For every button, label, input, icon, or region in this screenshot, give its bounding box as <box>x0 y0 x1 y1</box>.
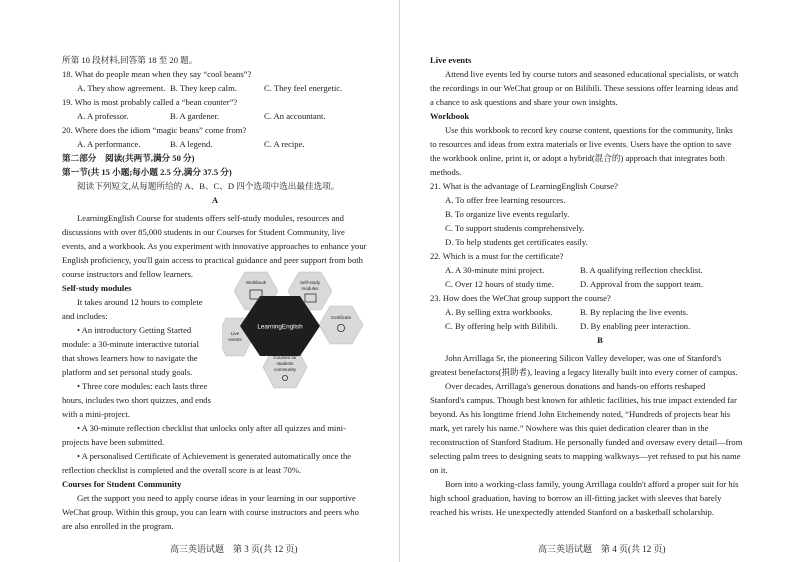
option-20b: B. A legend. <box>170 139 213 149</box>
option-19b: B. A gardener. <box>170 111 220 121</box>
passage-a-line: discussions with over 85,000 students in our Courses for Student Community, live <box>62 227 345 237</box>
passage-b-line: reached his wrists. He unexpectedly attended Stanford on a basketball scholarship. <box>430 507 714 517</box>
workbook-heading: Workbook <box>430 111 470 121</box>
option-21c: C. To support students comprehensively. <box>445 223 585 233</box>
hex-certificate <box>319 306 363 344</box>
question-21: 21. What is the advantage of LearningEnglish Course? <box>430 181 618 191</box>
community-heading: Courses for Student Community <box>62 479 182 489</box>
live-events-line: the recordings in our WeChat group or on Bilibili. These sessions offer learning ideas and <box>430 83 738 93</box>
self-study-line: projects have been submitted. <box>62 437 165 447</box>
diagram-self-study-label-1: Self-study <box>299 280 321 285</box>
self-study-line: platform and set personal study goals. <box>62 367 193 377</box>
workbook-line: methods. <box>430 167 462 177</box>
passage-b-line: Stanford's campus. Though best known for athletic facilities, his true impact extended far <box>430 395 737 405</box>
option-18b: B. They keep calm. <box>170 83 237 93</box>
self-study-heading: Self-study modules <box>62 283 132 293</box>
option-23c: C. By offering help with Bilibili. <box>445 321 558 331</box>
question-19: 19. Who is most probably called a “bean counter”? <box>62 97 238 107</box>
question-18: 18. What do people mean when they say “cool beans”? <box>62 69 252 79</box>
self-study-line: • Three core modules: each lasts three <box>77 381 208 391</box>
option-22c: C. Over 12 hours of study time. <box>445 279 554 289</box>
passage-b-line: greatest benefactors(捐助者), leaving a legacy literally built into every corner of campus. <box>430 367 738 377</box>
left-page-footer: 高三英语试题 第 3 页(共 12 页) <box>170 544 298 554</box>
option-21a: A. To offer free learning resources. <box>445 195 566 205</box>
passage-b-line: Over decades, Arrillaga's generous donations and hands-on efforts reshaped <box>445 381 706 391</box>
self-study-line: • An introductory Getting Started <box>77 325 192 335</box>
diagram-certificate-label: Certificate <box>330 315 352 320</box>
option-21b: B. To organize live events regularly. <box>445 209 570 219</box>
self-study-line: with a mini-project. <box>62 409 131 419</box>
option-21d: D. To help students get certificates easily. <box>445 237 588 247</box>
passage-b-line: beyond. As his longtime friend John Etchemendy noted, “Hundreds of projects bear his <box>430 409 731 419</box>
community-line: Get the support you need to apply course ideas in your learning in our supportive <box>77 493 356 503</box>
self-study-line: that shows learners how to navigate the <box>62 353 198 363</box>
self-study-line: • A 30-minute reflection checklist that unlocks only after all quizzes and mini- <box>77 423 346 433</box>
section-one-heading: 第一节(共 15 小题;每小题 2.5 分,满分 37.5 分) <box>62 167 232 177</box>
passage-b-line: on it. <box>430 465 448 475</box>
passage-b-line: Born into a working-class family, young Arrillaga couldn't afford a proper suit for his <box>445 479 739 489</box>
passage-b-line: John Arrillaga Sr, the pioneering Silicon Valley developer, was one of Stanford's <box>445 353 722 363</box>
live-events-line: Attend live events led by course tutors and seasoned educational specialists, or watch <box>445 69 739 79</box>
option-20a: A. A performance. <box>77 139 141 149</box>
option-22b: B. A qualifying reflection checklist. <box>580 265 703 275</box>
self-study-line: module: a 30-minute interactive tutorial <box>62 339 199 349</box>
question-22: 22. Which is a must for the certificate? <box>430 251 564 261</box>
question-20: 20. Where does the idiom “magic beans” come from? <box>62 125 247 135</box>
option-22a: A. A 30-minute mini project. <box>445 265 545 275</box>
course-diagram <box>222 270 368 394</box>
part-two-heading: 第二部分 阅读(共两节,满分 50 分) <box>62 153 195 163</box>
self-study-line: hours, includes two short quizzes, and ends <box>62 395 211 405</box>
passage-a-line: events, and a workbook. As you experiment with innovative approaches to enhance your <box>62 241 367 251</box>
passage-b-line: reconstruction of Stanford Stadium. He personally funded and oversaw every detail—from <box>430 437 743 447</box>
option-20c: C. A recipe. <box>264 139 305 149</box>
right-page-footer: 高三英语试题 第 4 页(共 12 页) <box>538 544 666 554</box>
self-study-line: reflection checklist is completed and the overall score is at least 70%. <box>62 465 302 475</box>
reading-instruction: 阅读下列短文,从每题所给的 A、B、C、D 四个选项中选出最佳选项。 <box>77 181 340 191</box>
passage-b-line: high school graduation, having to borrow an ill-fitting jacket with sleeves that barely <box>430 493 722 503</box>
workbook-line: Use this workbook to record key course content, questions for the community, links <box>445 125 733 135</box>
diagram-center-label: LearningEnglish <box>257 323 303 331</box>
option-23b: B. By replacing the live events. <box>580 307 689 317</box>
instruction-line: 所第 10 段材料,回答第 18 至 20 题。 <box>62 55 198 65</box>
diagram-self-study-label-2: modules <box>301 286 319 291</box>
self-study-line: • A personalised Certificate of Achievement is generated automatically once the <box>77 451 352 461</box>
live-events-heading: Live events <box>430 55 472 65</box>
diagram-courses-label-2: students <box>276 361 294 366</box>
community-line: WeChat group. Within this group, you can learn with course instructors and peers who <box>62 507 359 517</box>
passage-a-line: LearningEnglish Course for students offers self-study modules, resources and <box>77 213 344 223</box>
workbook-line: the workbook online, print it, or adopt a hybrid(混合的) approach that integrates both <box>430 153 725 163</box>
self-study-line: and includes: <box>62 311 108 321</box>
option-23d: D. By enabling peer interaction. <box>580 321 691 331</box>
option-22d: D. Approval from the support team. <box>580 279 703 289</box>
passage-a-line: English proficiency, you'll gain access to practical guidance and peer support from both <box>62 255 363 265</box>
diagram-courses-label-1: Courses for <box>273 355 297 360</box>
passage-b-label: B <box>597 335 603 345</box>
diagram-live-label-1: Live <box>230 331 240 336</box>
community-line: are also enrolled in the program. <box>62 521 174 531</box>
diagram-courses-label-3: community <box>274 367 296 372</box>
live-events-line: a chance to ask questions and share your own insights. <box>430 97 618 107</box>
diagram-live-label-2: events <box>228 337 242 342</box>
option-19c: C. An accountant. <box>264 111 326 121</box>
diagram-workbook-label: Workbook <box>245 280 267 285</box>
self-study-line: It takes around 12 hours to complete <box>77 297 203 307</box>
option-18c: C. They feel energetic. <box>264 83 343 93</box>
passage-b-line: selecting palm trees to designing seats to mapping walkways—yet refused to put his name <box>430 451 741 461</box>
workbook-line: to resources and ideas from extra materials or live events. Users have the option to save <box>430 139 732 149</box>
option-18a: A. They show agreement. <box>77 83 166 93</box>
passage-b-line: mark, yet rarely his name.” Nowhere was this quiet dedication clearer than in the <box>430 423 709 433</box>
passage-a-line: course instructors and fellow learners. <box>62 269 194 279</box>
option-19a: A. A professor. <box>77 111 129 121</box>
option-23a: A. By selling extra workbooks. <box>445 307 553 317</box>
question-23: 23. How does the WeChat group support the course? <box>430 293 611 303</box>
right-page <box>400 0 800 562</box>
passage-a-label: A <box>211 195 219 205</box>
